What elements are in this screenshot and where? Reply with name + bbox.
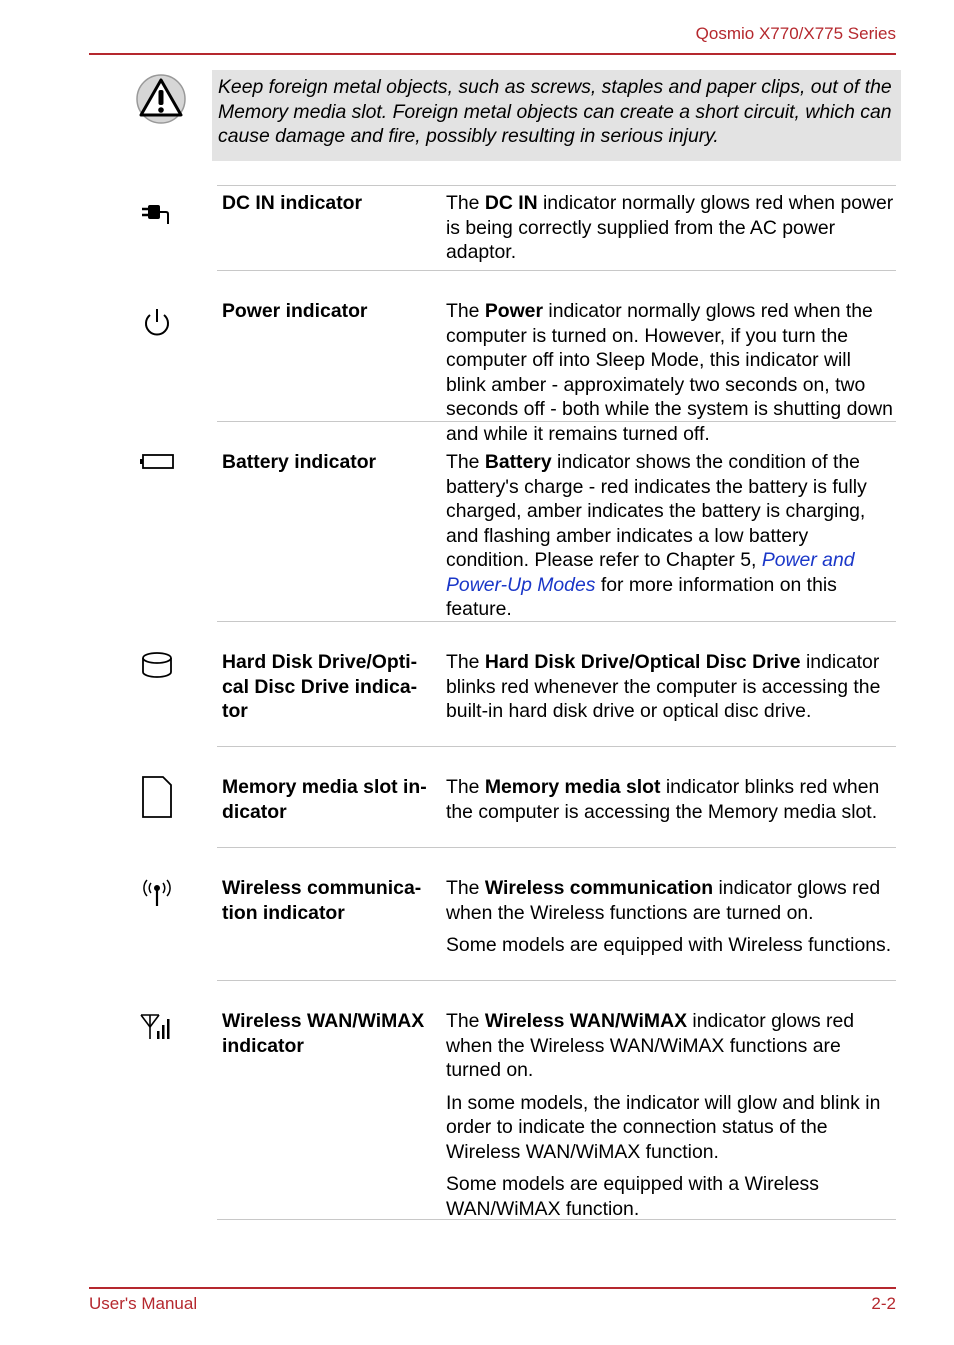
memory-card-icon	[139, 775, 175, 819]
warning-icon	[135, 73, 187, 125]
wireless-antenna-icon	[139, 876, 175, 912]
power-icon	[139, 305, 175, 341]
page-number: 2-2	[871, 1294, 896, 1313]
wan-signal-icon	[139, 1011, 175, 1047]
row-description: The DC IN indicator normally glows red when power is being correctly supplied from the AC power adaptor.	[446, 192, 894, 263]
row-label: Wireless communica-tion indicator	[222, 877, 422, 924]
table-row-disk-drive	[217, 622, 896, 747]
header-rule	[89, 53, 896, 55]
table-row-wan	[217, 981, 896, 1220]
indicator-table	[217, 185, 896, 1220]
dc-in-plug-icon	[139, 196, 175, 232]
table-row-memory-slot	[217, 747, 896, 848]
battery-icon	[139, 444, 175, 480]
table-row-battery	[217, 422, 896, 622]
row-label: Memory media slot in-dicator	[222, 776, 427, 823]
table-row-power	[217, 271, 896, 445]
row-label: DC IN indicator	[222, 192, 363, 214]
row-description: The Hard Disk Drive/Optical Disc Drive indicator blinks red whenever the computer is accessing the built-in hard disk drive or optical disc drive.	[446, 651, 881, 722]
row-label: Hard Disk Drive/Opti-cal Disc Drive indica-tor	[222, 651, 418, 722]
row-description: The Wireless communication indicator glows red when the Wireless functions are turned on. Some models are equipped with Wireless functions.	[446, 877, 892, 956]
row-label: Battery indicator	[222, 451, 377, 473]
row-label: Wireless WAN/WiMAX indicator	[222, 1010, 425, 1057]
running-header-title: Qosmio X770/X775 Series	[695, 24, 896, 43]
table-row-wireless	[217, 848, 896, 981]
row-description: The Battery indicator shows the condition of the battery's charge - red indicates the battery is fully charged, amber indicates the battery is charging, and flashing amber indicates a low battery condition. Please refer to Chapter 5, Power and Power-Up Modes for more information on this feature.	[446, 451, 867, 620]
row-description: The Memory media slot indicator blinks red when the computer is accessing the Memory media slot.	[446, 776, 880, 823]
footer-rule	[89, 1287, 896, 1289]
footer-manual-title: User's Manual	[89, 1294, 198, 1313]
row-label: Power indicator	[222, 300, 368, 322]
chapter-link[interactable]: Power and Power-Up Modes	[446, 549, 855, 596]
table-row-dc-in	[217, 186, 896, 271]
disk-drive-icon	[139, 648, 175, 684]
row-description: The Wireless WAN/WiMAX indicator glows red when the Wireless WAN/WiMAX functions are turned on. In some models, the indicator will glow and blink in order to indicate the connection status of the Wireless WAN/WiMAX function. Some models are equipped with a Wireless WAN/WiMAX function.	[446, 1010, 881, 1220]
row-description: The Power indicator normally glows red when the computer is turned on. However, if you turn the computer off into Sleep Mode, this indicator will blink amber - approximately two seconds on, two seconds off - both while the system is shutting down and while it remains turned off.	[446, 300, 893, 445]
warning-text: Keep foreign metal objects, such as screws, staples and paper clips, out of the Memory media slot. Foreign metal objects can create a short circuit, which can cause damage and fire, possibly resulting in serious injury.	[212, 70, 901, 161]
